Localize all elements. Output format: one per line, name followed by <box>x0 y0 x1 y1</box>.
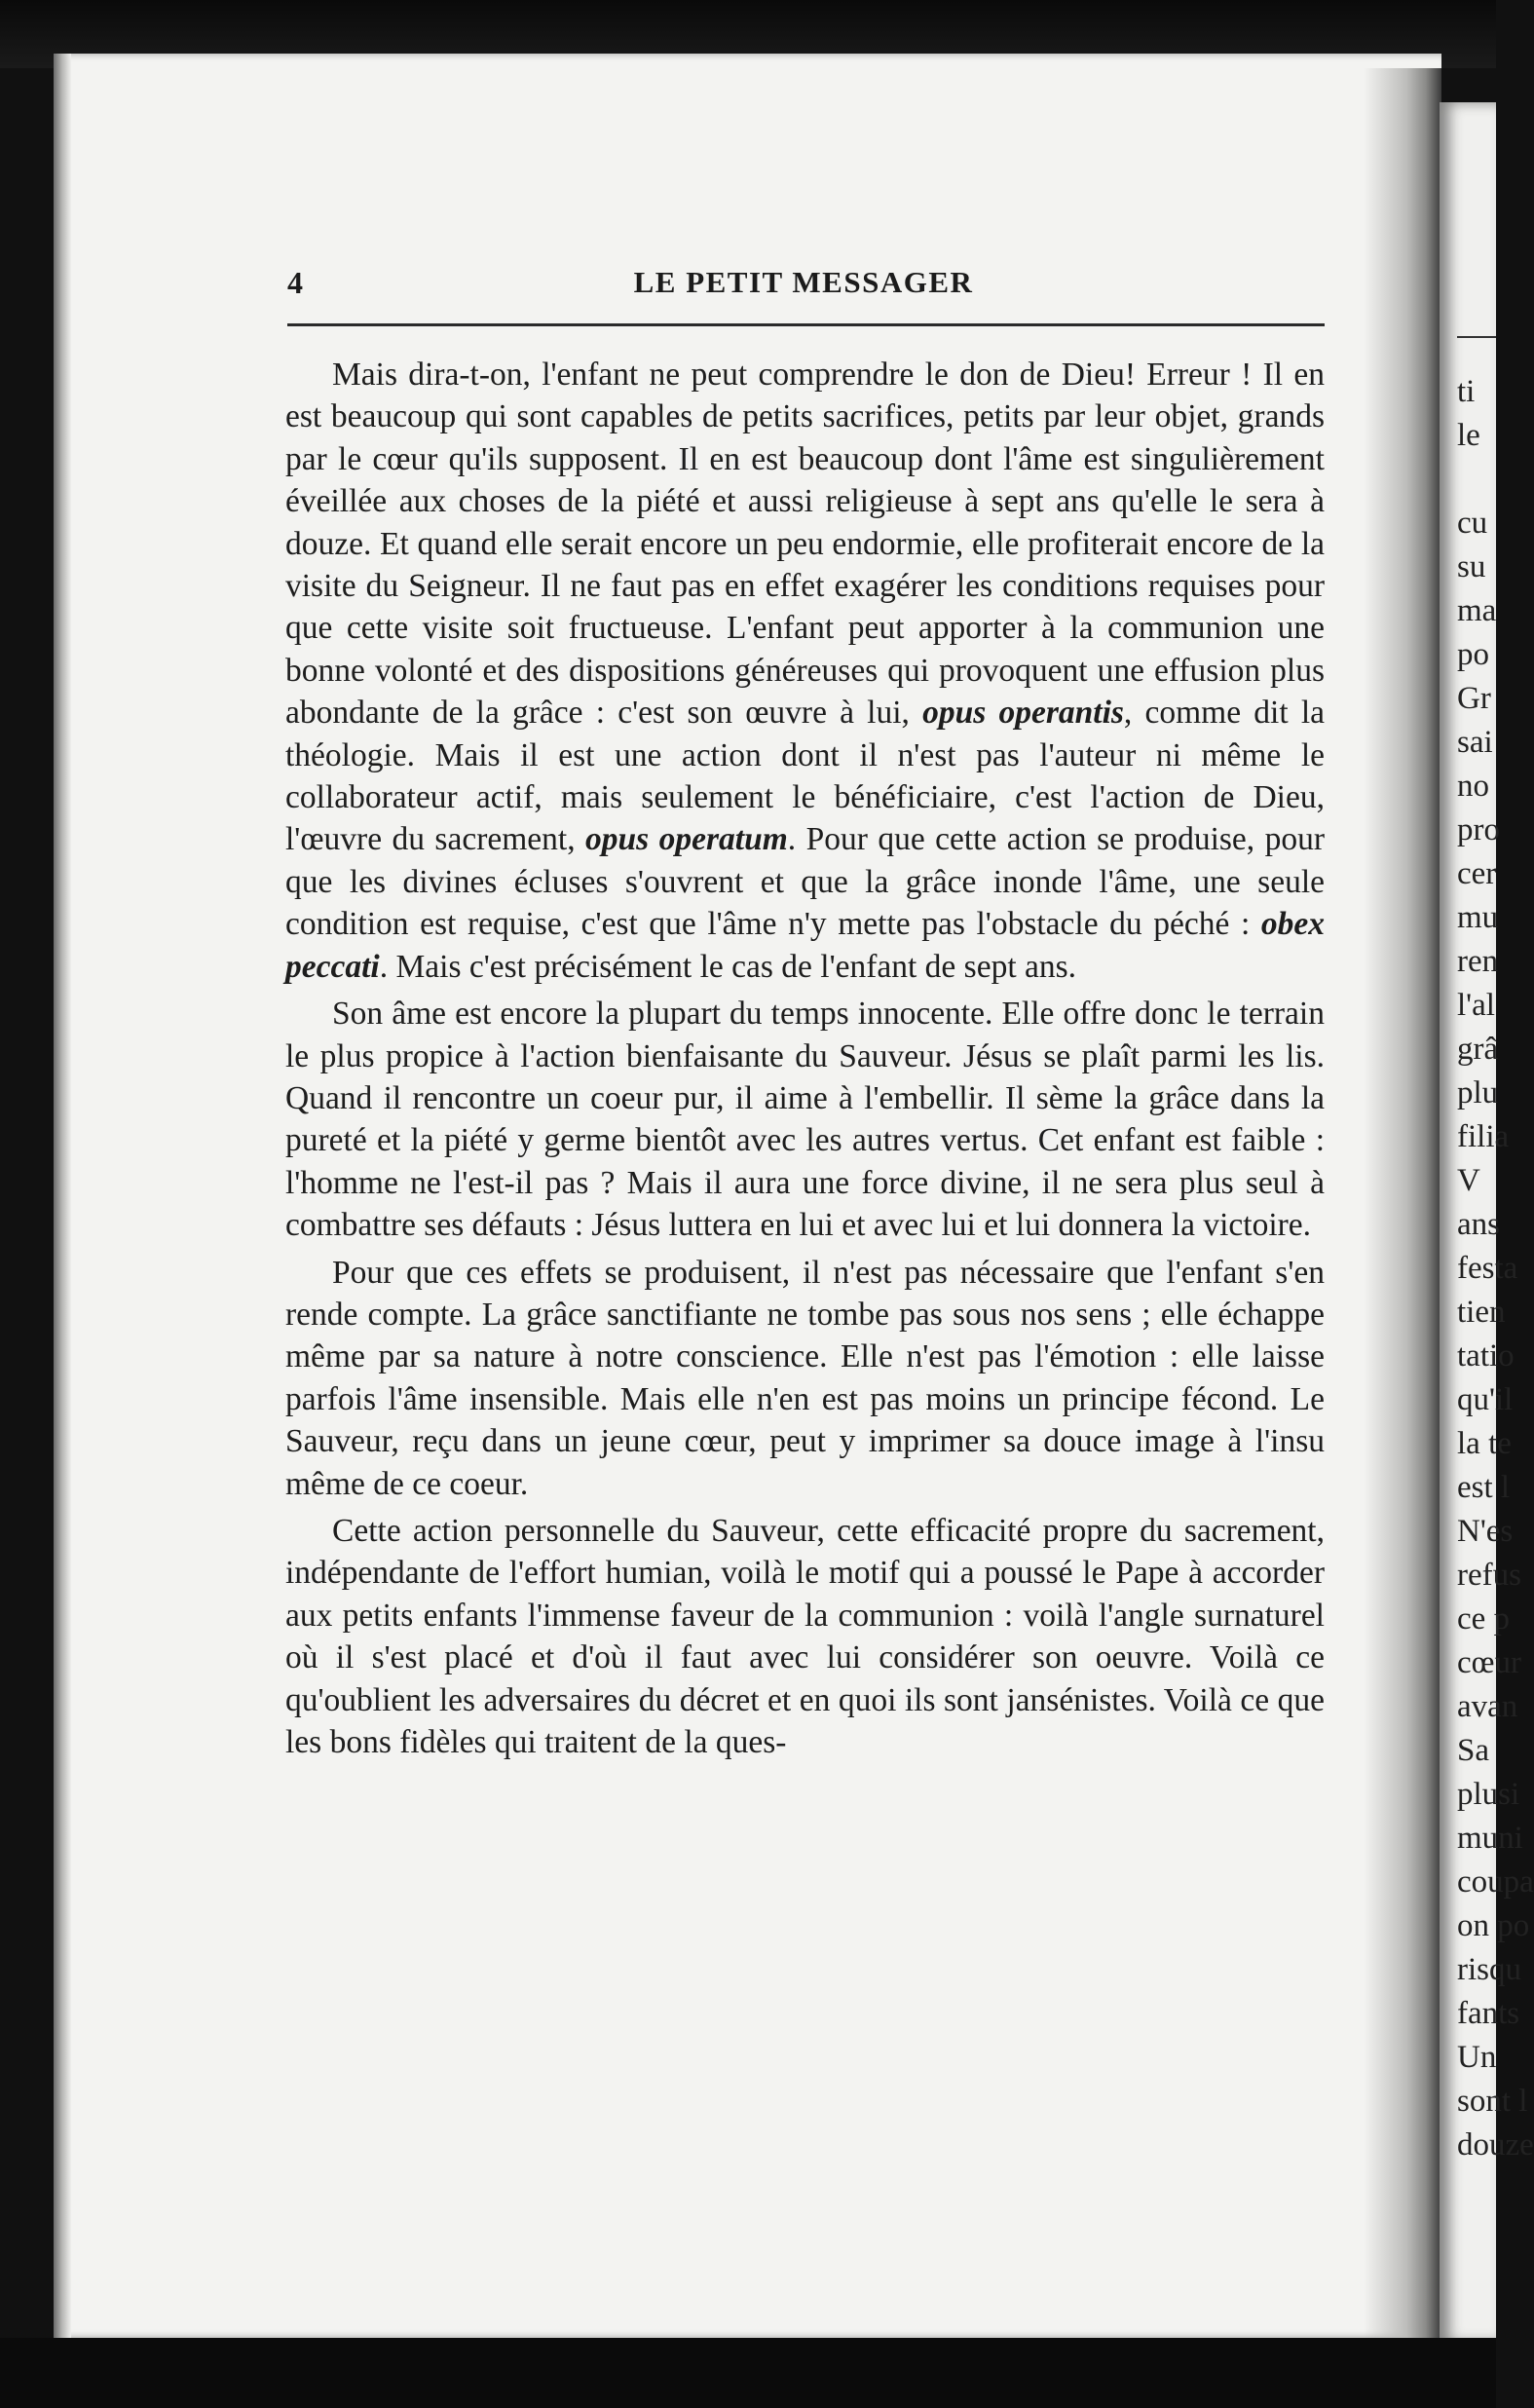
right-page-fragment: risqu <box>1457 1952 1521 1987</box>
right-page-fragment: cer <box>1457 856 1497 891</box>
right-page-text-fragments <box>1457 370 1534 2167</box>
right-page-fragment: avan <box>1457 1689 1518 1724</box>
paragraph-3: Pour que ces effets se produisent, il n'est pas nécessaire que l'enfant s'en rende compte. La grâce sanctifiante ne tombe pas sous nos sens ; elle échappe même par sa nature à notre conscience. Elle n'est pas l'émotion : elle laisse parfois l'âme insensible. Mais elle n'en est pas moins un principe fécond. Le Sauveur, reçu dans un jeune cœur, peut y imprimer sa douce image à l'insu même de ce coeur. <box>285 1254 1325 1502</box>
paragraph-1-text-d: . Mais c'est précisément le cas de l'enfant de sept ans. <box>379 948 1077 985</box>
header-rule <box>287 323 1325 326</box>
paragraph-1 <box>285 354 1325 988</box>
page-number: 4 <box>287 265 303 300</box>
right-page-fragment: qu'il <box>1457 1382 1514 1417</box>
right-page-fragment: douze <box>1457 2127 1534 2163</box>
right-page-fragment: V <box>1457 1163 1480 1198</box>
right-page-fragment: Un <box>1457 2040 1497 2075</box>
right-page-fragment: cu <box>1457 506 1488 541</box>
right-page-fragment: ren <box>1457 944 1499 979</box>
right-page-fragment: pro <box>1457 812 1500 847</box>
right-page-fragment: po <box>1457 637 1489 672</box>
right-page-fragment: on po <box>1457 1908 1530 1943</box>
right-page-fragment: festa <box>1457 1251 1518 1286</box>
right-page-fragment: tien <box>1457 1295 1506 1330</box>
right-page-fragment: la te <box>1457 1426 1512 1461</box>
right-page-fragment: l'al <box>1457 988 1495 1023</box>
right-page-fragment: ce p <box>1457 1601 1511 1637</box>
right-page-fragment: sai <box>1457 725 1493 760</box>
right-page-fragment: ma <box>1457 593 1497 628</box>
paragraph-2: Son âme est encore la plupart du temps innocente. Elle offre donc le terrain le plus propice à l'action bienfaisante du Sauveur. Jésus se plaît parmi les lis. Quand il rencontre un coeur pur, il aime à l'embellir. Il sème la grâce dans la pureté et la piété y germe bientôt avec les autres vertus. Cet enfant est faible : l'homme ne l'est-il pas ? Mais il aura une force divine, il ne sera plus seul à combattre ses défauts : Jésus luttera en lui et avec lui et lui donnera la victoire. <box>285 996 1325 1244</box>
right-page-fragment: est l <box>1457 1470 1511 1505</box>
paragraph-1-text-a: Mais dira-t-on, l'enfant ne peut comprendre le don de Dieu! Erreur ! Il en est beaucoup qui sont capables de petits sacrifices, petits par leur objet, grands par le cœur qu'ils supposent. Il en est beaucoup dont l'âme est singulièrement éveillée aux choses de la piété et aussi religieuse à sept ans qu'elle le sera à douze. Et quand elle serait encore un peu endormie, elle profiterait encore de la visite du Seigneur. Il ne faut pas en effet exagérer les conditions requises pour que cette visite soit fructueuse. L'enfant peut apporter à la communion une bonne volonté et des dispositions généreuses qui provoquent une effusion plus abondante de la grâce : c'est son œuvre à lui, <box>285 357 1325 732</box>
right-page-fragment: muni <box>1457 1821 1523 1856</box>
latin-term-opus-operatum: opus operatum <box>585 821 788 858</box>
right-page-fragment: Gr <box>1457 681 1491 716</box>
right-page-fragment <box>1457 458 1496 502</box>
right-page-fragment: refus <box>1457 1558 1521 1593</box>
page-header <box>287 265 1320 314</box>
right-page-fragment: mu <box>1457 900 1499 935</box>
right-page-fragment: su <box>1457 549 1486 584</box>
right-page-fragment: plusi <box>1457 1777 1520 1812</box>
book-gutter <box>1364 68 1441 2338</box>
right-page-fragment: N'es <box>1457 1514 1514 1549</box>
right-page-fragment: sont l <box>1457 2084 1528 2119</box>
right-page-fragment: filia <box>1457 1119 1510 1154</box>
right-page-fragment: Sa <box>1457 1733 1489 1768</box>
right-page-fragment: grâ <box>1457 1032 1499 1067</box>
right-page-fragment: plu <box>1457 1075 1499 1110</box>
scan-background-bottom <box>0 2338 1496 2408</box>
right-page-fragment: tatio <box>1457 1338 1515 1373</box>
running-title: LE PETIT MESSAGER <box>633 265 974 299</box>
right-page-fragment: ans <box>1457 1207 1500 1242</box>
body-text <box>285 354 1325 1768</box>
right-page-fragment: fants <box>1457 1996 1520 2031</box>
right-page-rule <box>1457 336 1496 338</box>
right-page-fragment: ti <box>1457 374 1476 409</box>
latin-term-opus-operantis: opus operantis <box>922 695 1124 732</box>
right-page-fragment: le <box>1457 418 1480 453</box>
paragraph-4: Cette action personnelle du Sauveur, cette efficacité propre du sacrement, indépendante de l'effort humian, voilà le motif qui a poussé le Pape à accorder aux petits enfants l'immense faveur de la communion : voilà l'angle surnaturel où il s'est placé et d'où il faut avec lui considérer son oeuvre. Voilà ce qu'oublient les adversaires du décret et en quoi ils sont jansénistes. Voilà ce que les bons fidèles qui traitent de la ques- <box>285 1512 1325 1760</box>
paragraph-1-text-b: , comme dit la théologie. Mais il est une action dont il n'est pas l'auteur ni même le collaborateur actif, mais seulement le bénéficiaire, c'est l'action de Dieu, l'œuvre du sacrement, <box>285 695 1325 858</box>
paragraph-1-text-c: . Pour que cette action se produise, pour que les divines écluses s'ouvrent et que la grâce inonde l'âme, une seule condition est requise, c'est que l'âme n'y mette pas l'obstacle du péché : <box>285 821 1325 943</box>
right-page-fragment: no <box>1457 769 1489 804</box>
right-page-fragment: cœur <box>1457 1645 1521 1680</box>
latin-term-obex-peccati: obex peccati <box>285 906 1325 985</box>
right-page-fragment: coupa <box>1457 1864 1534 1900</box>
page-edge-shadow <box>54 54 71 2338</box>
